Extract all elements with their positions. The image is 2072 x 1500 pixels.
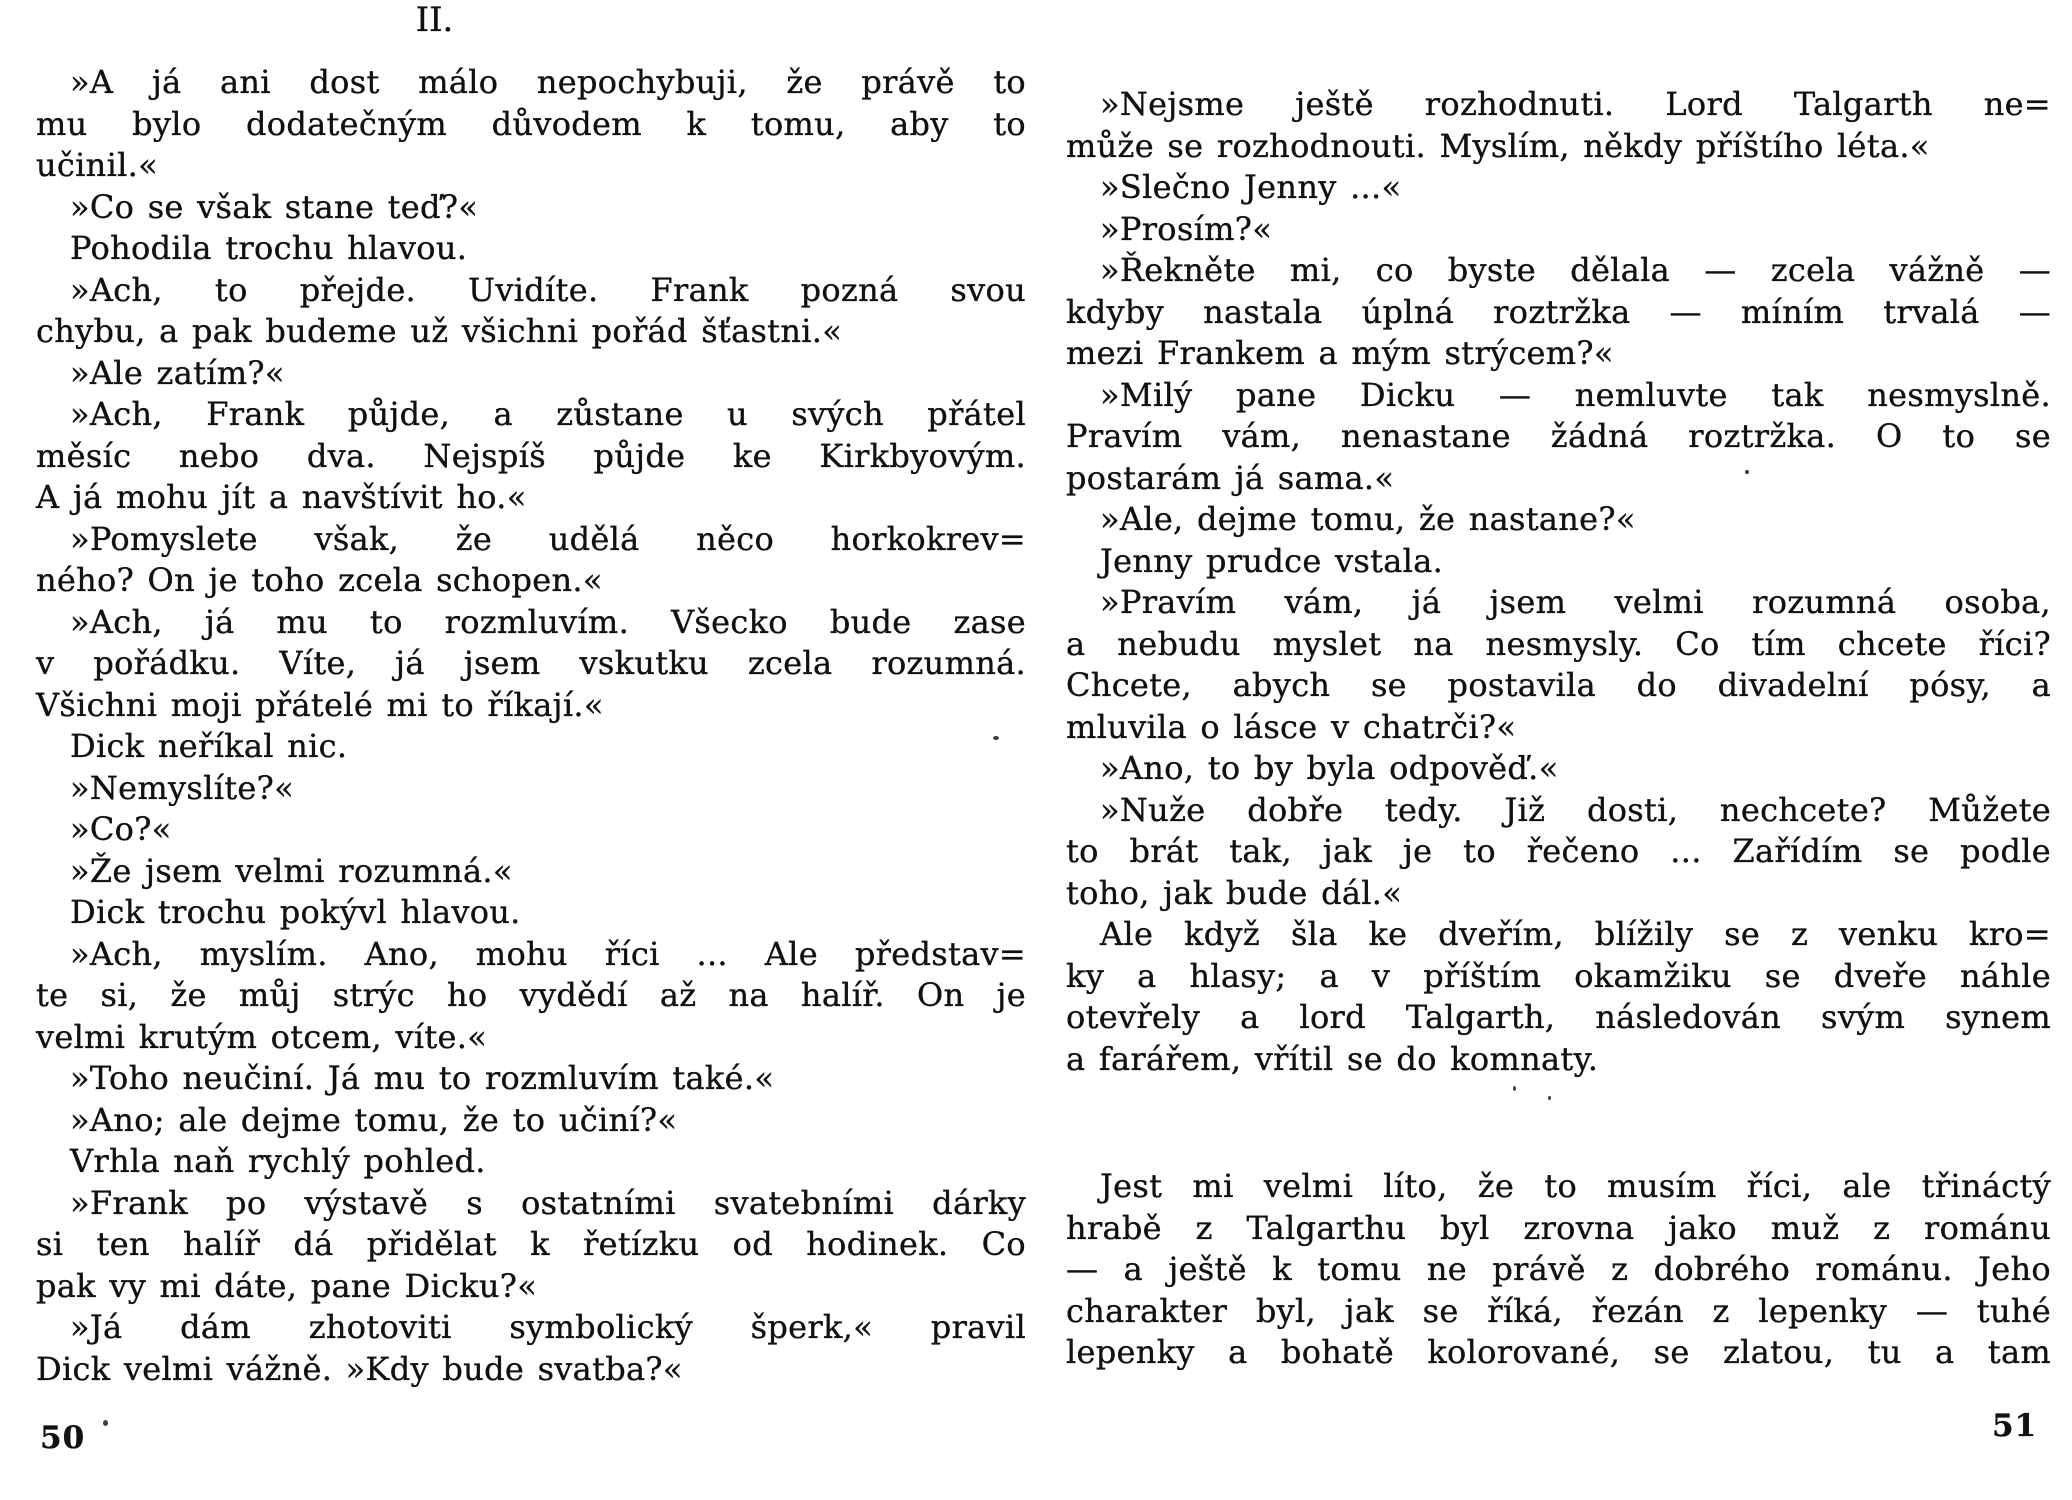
chapter-heading: II. — [415, 0, 454, 40]
text-line: »Prosím?« — [1100, 209, 1273, 248]
text-line: Dick velmi vážně. »Kdy bude svatba?« — [36, 1349, 683, 1388]
text-line: »Já dám zhotoviti symbolický šperk,« pravil — [70, 1308, 1026, 1346]
text-line: »Pomyslete však, že udělá něco horkokrev= — [70, 519, 1026, 558]
text-line: učinil.« — [36, 146, 158, 184]
text-line: »Řekněte mi, co byste dělala — zcela vážně — — [1100, 251, 2051, 289]
text-line: může se rozhodnouti. Myslím, někdy příštího léta.« — [1066, 126, 1930, 165]
text-line: ného? On je toho zcela schopen.« — [36, 561, 603, 599]
text-line: »Toho neučiní. Já mu to rozmluvím také.« — [70, 1059, 775, 1097]
text-line: »Ach, to přejde. Uvidíte. Frank pozná svou — [70, 270, 1026, 309]
text-line: »Že jsem velmi rozumná.« — [70, 851, 513, 890]
text-line: Dick trochu pokývl hlavou. — [70, 893, 521, 931]
left-page-text-block — [36, 62, 1026, 1390]
text-line: »Frank po výstavě s ostatními svatebními dárky — [70, 1183, 1026, 1222]
right-page-text-block-continued — [1066, 1166, 2051, 1374]
page-number-right: 51 — [1992, 1408, 2038, 1444]
text-line: A já mohu jít a navštívit ho.« — [36, 478, 527, 516]
text-line: pak vy mi dáte, pane Dicku?« — [36, 1266, 538, 1305]
text-line: lepenky a bohatě kolorované, se zlatou, tu a tam — [1066, 1333, 2051, 1371]
scan-noise-speck — [1548, 1096, 1551, 1100]
text-line: »A já ani dost málo nepochybuji, že právě to — [70, 63, 1026, 101]
text-line: »Co?« — [70, 810, 172, 848]
text-line: »Ale zatím?« — [70, 353, 285, 392]
scan-noise-speck — [993, 736, 999, 740]
scan-noise-speck — [1745, 470, 1749, 474]
text-line: Pravím vám, nenastane žádná roztržka. O to se — [1066, 417, 2051, 455]
text-line: — a ještě k tomu ne právě z dobrého románu. Jeho — [1066, 1250, 2051, 1288]
text-line: »Milý pane Dicku — nemluvte tak nesmyslně. — [1100, 375, 2051, 414]
text-line: toho, jak bude dál.« — [1066, 873, 1403, 912]
text-line: Jenny prudce vstala. — [1100, 541, 1444, 580]
text-line: »Ano, to by byla odpověď.« — [1100, 749, 1559, 787]
text-line: »Ale, dejme tomu, že nastane?« — [1100, 500, 1636, 538]
text-line: »Ach, myslím. Ano, mohu říci ... Ale představ= — [70, 934, 1026, 973]
text-line: Ale když šla ke dveřím, blížily se z venku kro= — [1100, 915, 2051, 953]
text-line: »Nuže dobře tedy. Již dosti, nechcete? Můžete — [1100, 790, 2051, 829]
text-line: »Nejsme ještě rozhodnuti. Lord Talgarth ne= — [1100, 85, 2051, 123]
text-line: hrabě z Talgarthu byl zrovna jako muž z románu — [1066, 1208, 2051, 1247]
text-line: Jest mi velmi líto, že to musím říci, ale třináctý — [1100, 1167, 2051, 1205]
text-line: mu bylo dodatečným důvodem k tomu, aby to — [36, 104, 1026, 143]
text-line: mluvila o lásce v chatrči?« — [1066, 707, 1517, 746]
text-line: a farářem, vřítil se do komnaty. — [1066, 1039, 1599, 1078]
text-line: to brát tak, jak je to řečeno ... Zařídím se podle — [1066, 832, 2051, 870]
scan-noise-speck — [1513, 1086, 1516, 1091]
text-line: te si, že můj strýc ho vydědí až na halíř. On je — [36, 976, 1026, 1014]
text-line: v pořádku. Víte, já jsem vskutku zcela rozumná. — [36, 644, 1026, 682]
text-line: Vrhla naň rychlý pohled. — [70, 1142, 486, 1180]
text-line: měsíc nebo dva. Nejspíš půjde ke Kirkbyovým. — [36, 436, 1026, 475]
text-line: si ten halíř dá přidělat k řetízku od hodinek. Co — [36, 1225, 1026, 1263]
right-page-text-block — [1066, 84, 2051, 1080]
text-line: »Nemyslíte?« — [70, 768, 294, 807]
text-line: Pohodila trochu hlavou. — [70, 229, 468, 267]
text-line: charakter byl, jak se říká, řezán z lepenky — tuhé — [1066, 1291, 2051, 1330]
text-line: otevřely a lord Talgarth, následován svým synem — [1066, 998, 2051, 1036]
text-line: »Pravím vám, já jsem velmi rozumná osoba, — [1100, 583, 2051, 621]
text-line: postarám já sama.« — [1066, 458, 1395, 497]
text-line: a nebudu myslet na nesmysly. Co tím chcete říci? — [1066, 624, 2051, 663]
text-line: »Ach, Frank půjde, a zůstane u svých přátel — [70, 395, 1026, 433]
text-line: mezi Frankem a mým strýcem?« — [1066, 334, 1614, 372]
text-line: Všichni moji přátelé mi to říkají.« — [36, 685, 604, 724]
text-line: »Slečno Jenny ...« — [1100, 168, 1402, 206]
text-line: »Co se však stane teď?« — [70, 187, 479, 226]
scan-noise-speck — [103, 1420, 108, 1426]
text-line: Chcete, abych se postavila do divadelní pósy, a — [1066, 666, 2051, 704]
text-line: Dick neříkal nic. — [70, 727, 348, 765]
text-line: chybu, a pak budeme už všichni pořád šťastni.« — [36, 312, 843, 350]
text-line: ky a hlasy; a v příštím okamžiku se dveře náhle — [1066, 956, 2051, 995]
text-line: »Ach, já mu to rozmluvím. Všecko bude zase — [70, 602, 1026, 641]
page-number-left: 50 — [40, 1420, 86, 1456]
text-line: »Ano; ale dejme tomu, že to učiní?« — [70, 1100, 678, 1139]
text-line: kdyby nastala úplná roztržka — míním trvalá — — [1066, 292, 2051, 331]
text-line: velmi krutým otcem, víte.« — [36, 1017, 488, 1056]
